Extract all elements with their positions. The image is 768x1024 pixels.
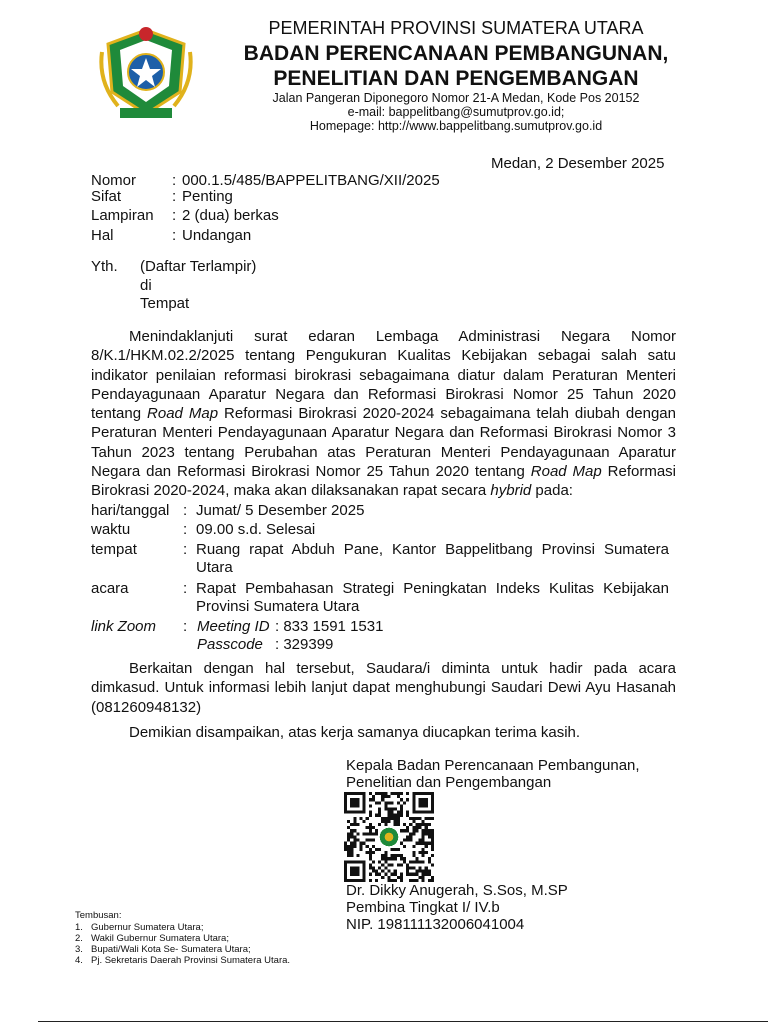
meta-colon: :: [172, 207, 177, 224]
meta-colon: :: [172, 172, 177, 189]
meta-label-sifat: Sifat: [91, 188, 122, 205]
cc-item: Bupati/Wali Kota Se- Sumatera Utara;: [91, 944, 251, 955]
meta-label-lampiran: Lampiran: [91, 207, 154, 224]
footer-divider: [38, 1021, 768, 1022]
zoom-label: link Zoom: [91, 618, 157, 635]
cc-item-number: 3.: [75, 944, 83, 955]
meta-value-lampiran: 2 (dua) berkas: [182, 207, 279, 224]
detail-label-place: tempat: [91, 541, 137, 558]
zoom-meeting-id: : 833 1591 1531: [275, 618, 384, 635]
recipient-yth: Yth.: [91, 258, 118, 275]
paragraph-italic-text: Road Map: [147, 405, 219, 423]
agency-name-line2: PENELITIAN DAN PENGEMBANGAN: [273, 67, 639, 90]
recipient-name: (Daftar Terlampir): [140, 258, 257, 275]
agency-email: e-mail: bappelitbang@sumutprov.go.id;: [347, 105, 565, 119]
detail-label-time: waktu: [91, 521, 131, 538]
agency-homepage: Homepage: http://www.bappelitbang.sumutprov.go.id: [309, 119, 603, 133]
detail-value-place: Ruang rapat Abduh Pane, Kantor Bappelitbang Provinsi Sumatera: [196, 541, 669, 558]
detail-colon: :: [183, 502, 188, 519]
paragraph-italic-text: hybrid: [490, 482, 532, 500]
letter-date: Medan, 2 Desember 2025: [491, 155, 665, 172]
detail-value-time: 09.00 s.d. Selesai: [196, 521, 316, 538]
signer-name: Dr. Dikky Anugerah, S.Sos, M.SP: [346, 882, 568, 899]
meta-colon: :: [172, 188, 177, 205]
meta-value-sifat: Penting: [182, 188, 233, 205]
cc-item: Wakil Gubernur Sumatera Utara;: [91, 933, 229, 944]
meta-label-nomor: Nomor: [91, 172, 137, 189]
cc-item-number: 2.: [75, 933, 83, 944]
signer-rank: Pembina Tingkat I/ IV.b: [346, 899, 500, 916]
qr-code-signature: [344, 792, 434, 882]
zoom-colon: :: [183, 618, 188, 635]
detail-colon: :: [183, 521, 188, 538]
cc-item: Gubernur Sumatera Utara;: [91, 922, 204, 933]
signer-title-line1: Kepala Badan Perencanaan Pembangunan,: [346, 757, 640, 774]
government-name: PEMERINTAH PROVINSI SUMATERA UTARA: [268, 18, 644, 38]
meta-value-hal: Undangan: [182, 227, 252, 244]
cc-item-number: 4.: [75, 955, 83, 966]
cc-item-number: 1.: [75, 922, 83, 933]
detail-value-agenda: Rapat Pembahasan Strategi Peningkatan Indeks Kulitas Kebijakan: [196, 580, 669, 597]
paragraph-text: Reformasi Birokrasi 2020-2024, maka akan dilaksanakan rapat secara: [91, 463, 676, 500]
detail-value-date: Jumat/ 5 Desember 2025: [196, 502, 365, 519]
meta-value-nomor: 000.1.5/485/BAPPELITBANG/XII/2025: [182, 172, 440, 189]
detail-value-place-cont: Utara: [196, 559, 233, 576]
closing-sentence: Demikian disampaikan, atas kerja samanya diucapkan terima kasih.: [129, 724, 581, 741]
meta-label-hal: Hal: [91, 227, 114, 244]
paragraph-italic-text: Road Map: [530, 463, 602, 481]
detail-label-date: hari/tanggal: [91, 502, 170, 519]
paragraph-text: pada:: [531, 482, 573, 500]
cc-item: Pj. Sekretaris Daerah Provinsi Sumatera Utara.: [91, 955, 291, 966]
recipient-place: Tempat: [140, 295, 190, 312]
signer-nip: NIP. 198111132006041004: [346, 916, 525, 933]
detail-colon: :: [183, 541, 188, 558]
paragraph-text: Reformasi Birokrasi 2020-2024 sebagaimana telah diubah dengan Peraturan Menteri Pendayagunaan Aparatur Negara dan Reformasi Birokrasi Nomor 3 Tahun 2023 tentang Perubahan atas Peraturan Menteri Pendayagunaan Aparatur Negara dan Reformasi Birokrasi Nomor 25 Tahun 2020 tentang: [91, 405, 676, 481]
recipient-di: di: [140, 277, 152, 294]
province-emblem-logo: [96, 22, 196, 122]
paragraph-text: Berkaitan dengan hal tersebut, Saudara/i diminta untuk hadir pada acara dimkasud. Untuk informasi lebih lanjut dapat menghubungi Saudari Dewi Ayu Hasanah (081260948132): [91, 660, 676, 716]
agency-name-line1: BADAN PERENCANAAN PEMBANGUNAN,: [243, 42, 669, 65]
zoom-passcode: : 329399: [275, 636, 334, 653]
paragraph-text: Menindaklanjuti surat edaran Lembaga Administrasi Negara Nomor 8/K.1/HKM.02.2/2025 tentang Pengukuran Kualitas Kebijakan sebagai salah satu indikator penilaian reformasi birokrasi sebagaimana diatur dalam Peraturan Menteri Pendayagunaan Aparatur Negara dan Reformasi Birokrasi Nomor 25 Tahun 2020 tentang: [91, 328, 676, 423]
detail-label-agenda: acara: [91, 580, 129, 597]
zoom-meeting-id-label: Meeting ID: [197, 618, 270, 635]
body-paragraph-2: [91, 659, 676, 717]
detail-colon: :: [183, 580, 188, 597]
cc-title: Tembusan:: [75, 910, 122, 921]
zoom-passcode-label: Passcode: [197, 636, 263, 653]
body-paragraph-1: [91, 327, 676, 501]
meta-colon: :: [172, 227, 177, 244]
agency-address: Jalan Pangeran Diponegoro Nomor 21-A Medan, Kode Pos 20152: [272, 91, 640, 105]
detail-value-agenda-cont: Provinsi Sumatera Utara: [196, 598, 360, 615]
signer-title-line2: Penelitian dan Pengembangan: [346, 774, 552, 791]
